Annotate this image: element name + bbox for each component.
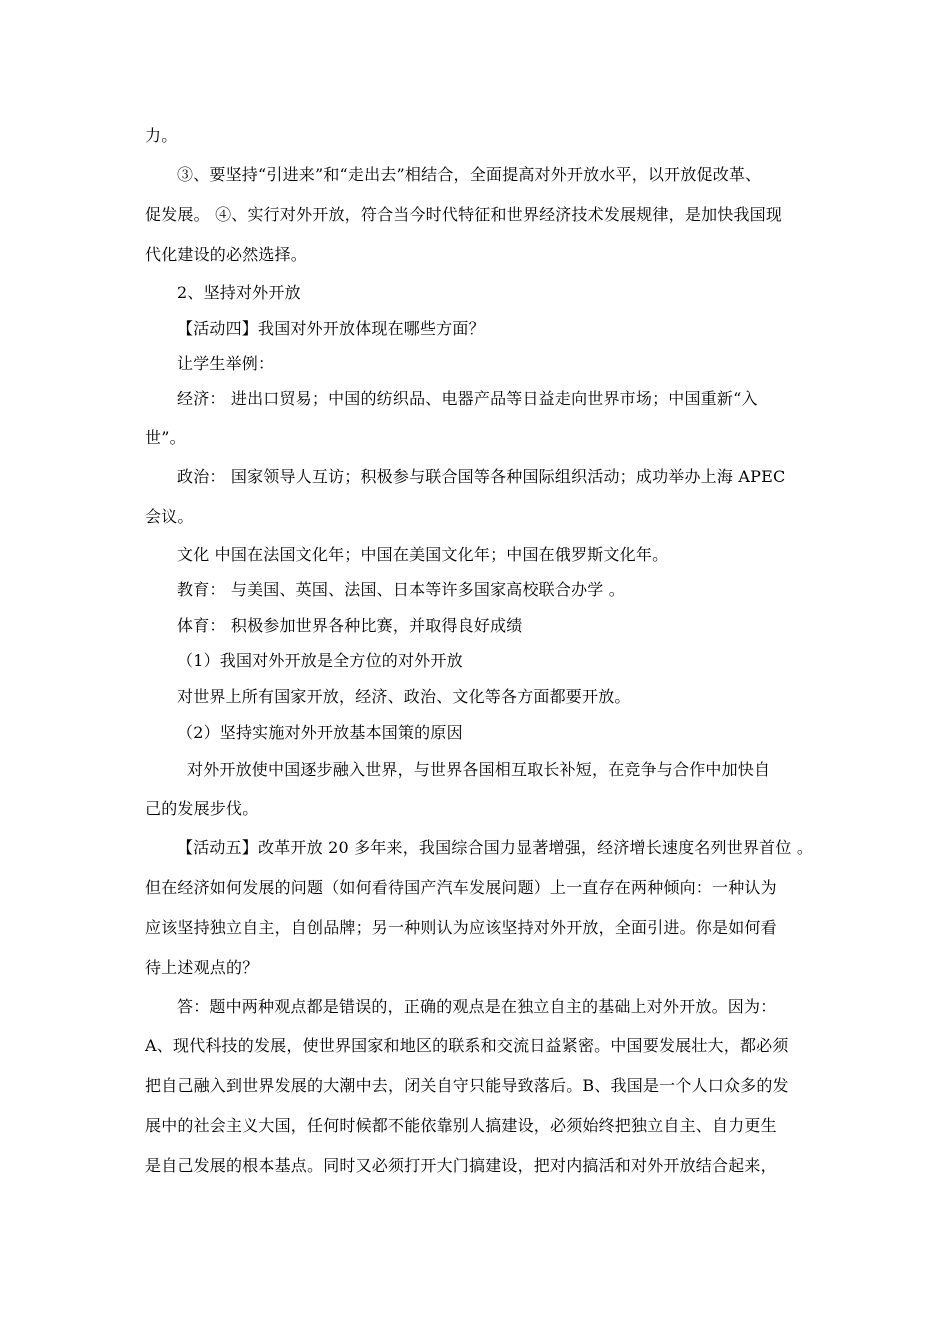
text-line: 教育： 与美国、英国、法国、日本等许多国家高校联合办学 。 bbox=[177, 580, 625, 599]
text-line: 对外开放使中国逐步融入世界，与世界各国相互取长补短，在竞争与合作中加快自 bbox=[187, 760, 771, 779]
text-line: 经济： 进出口贸易；中国的纺织品、电器产品等日益走向世界市场；中国重新“入 bbox=[177, 389, 758, 408]
text-line: 待上述观点的？ bbox=[145, 958, 259, 977]
text-line: 让学生举例： bbox=[177, 354, 275, 373]
text-line: 己的发展步伐。 bbox=[145, 799, 259, 818]
text-line: 把自己融入到世界发展的大潮中去，闭关自守只能导致落后。B、我国是一个人口众多的发 bbox=[145, 1076, 789, 1095]
text-line: 体育： 积极参加世界各种比赛，并取得良好成绩 bbox=[177, 616, 523, 635]
section-heading: 2、坚持对外开放 bbox=[177, 283, 301, 302]
text-line: 应该坚持独立自主，自创品牌；另一种则认为应该坚持对外开放，全面引进。你是如何看 bbox=[145, 918, 777, 937]
text-line: 代化建设的必然选择。 bbox=[145, 245, 308, 264]
text-line: 对世界上所有国家开放，经济、政治、文化等各方面都要开放。 bbox=[177, 687, 631, 706]
text-line: 文化 中国在法国文化年；中国在美国文化年；中国在俄罗斯文化年。 bbox=[177, 545, 669, 564]
text-line: 力。 bbox=[145, 126, 178, 145]
subsection-heading: （1）我国对外开放是全方位的对外开放 bbox=[177, 651, 463, 670]
subsection-heading: （2）坚持实施对外开放基本国策的原因 bbox=[177, 723, 463, 742]
text-line: A、现代科技的发展，使世界国家和地区的联系和交流日益紧密。中国要发展壮大，都必须 bbox=[145, 1036, 789, 1055]
text-line: 政治： 国家领导人互访；积极参与联合国等各种国际组织活动；成功举办上海 APEC bbox=[177, 467, 786, 486]
text-line: 世”。 bbox=[145, 428, 186, 447]
text-line: 是自己发展的根本基点。同时又必须打开大门搞建设，把对内搞活和对外开放结合起来， bbox=[145, 1156, 777, 1175]
text-line: 促发展。 ④、实行对外开放，符合当今时代特征和世界经济技术发展规律，是加快我国现 bbox=[145, 205, 783, 224]
activity-heading: 【活动五】改革开放 20 多年来，我国综合国力显著增强，经济增长速度名列世界首位 。 bbox=[177, 838, 814, 857]
text-line: 会议。 bbox=[145, 507, 194, 526]
text-line: 但在经济如何发展的问题（如何看待国产汽车发展问题）上一直存在两种倾向：一种认为 bbox=[145, 878, 777, 897]
text-line: 展中的社会主义大国，任何时候都不能依靠别人搞建设，必须始终把独立自主、自力更生 bbox=[145, 1116, 777, 1135]
answer-line: 答：题中两种观点都是错误的，正确的观点是在独立自主的基础上对外开放。因为： bbox=[177, 997, 777, 1016]
activity-heading: 【活动四】我国对外开放体现在哪些方面？ bbox=[177, 319, 485, 338]
text-line: ③、要坚持“引进来”和“走出去”相结合，全面提高对外开放水平，以开放促改革、 bbox=[177, 165, 762, 184]
